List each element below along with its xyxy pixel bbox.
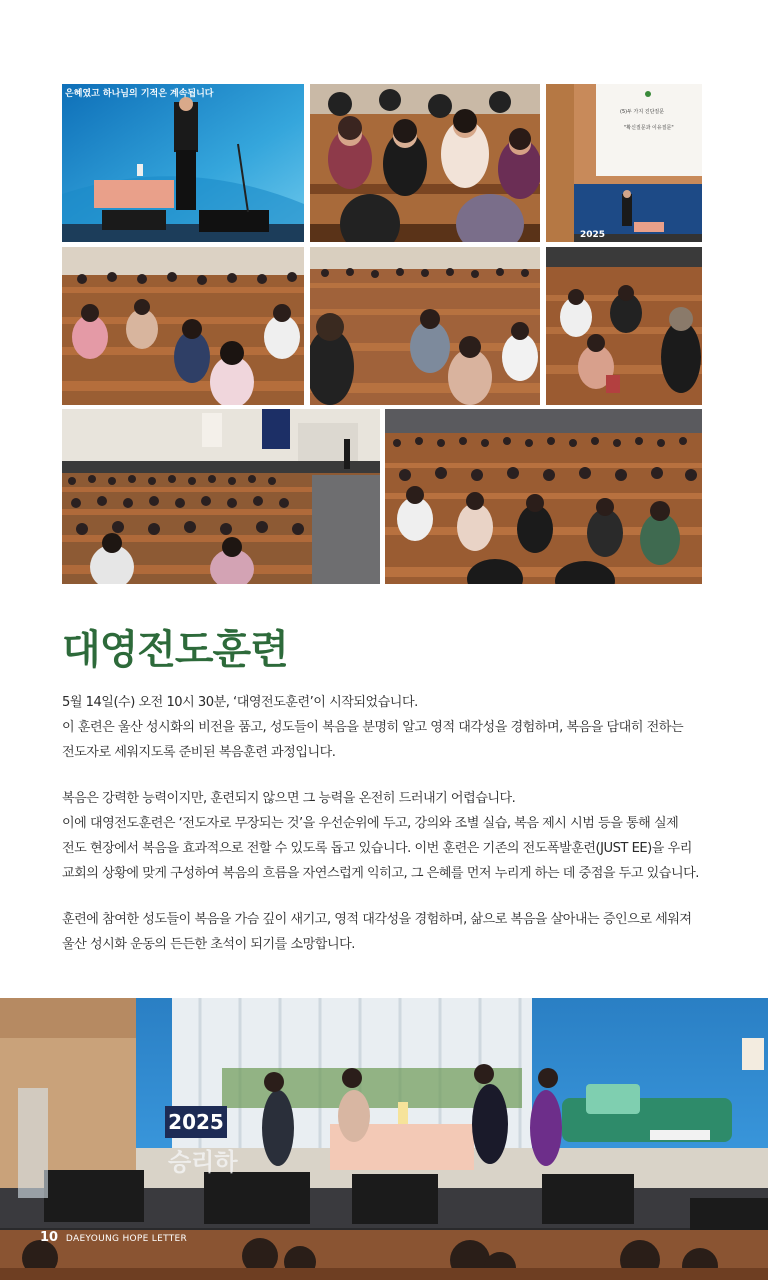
article-line: 복음은 강력한 능력이지만, 훈련되지 않으면 그 능력을 온전히 드러내기 어렵습니다. bbox=[62, 791, 516, 806]
article-body bbox=[62, 690, 708, 978]
page-number: 10 bbox=[40, 1230, 59, 1245]
photo-speaker-stage bbox=[62, 84, 304, 242]
screen-banner-year: 2025 bbox=[580, 230, 606, 240]
article-paragraph bbox=[62, 786, 708, 886]
photo-caption: 은혜였고 하나님의 기적은 계속됩니다 bbox=[65, 89, 214, 99]
photo-pews-right bbox=[546, 247, 702, 405]
article-line: 전도자로 세워지도록 준비된 복음훈련 과정입니다. bbox=[62, 745, 336, 760]
article-paragraph bbox=[62, 690, 708, 765]
photo-pews-center bbox=[310, 247, 540, 405]
photo-congregation-closeup bbox=[310, 84, 540, 242]
article-line: 이에 대영전도훈련은 ‘전도자로 무장되는 것’을 우선순위에 두고, 강의와 조별 실습, 복음 제시 시범 등을 통해 실제 bbox=[62, 816, 679, 831]
article-title: 대영전도훈련 bbox=[62, 627, 288, 673]
article-line: 교회의 상황에 맞게 구성하여 복음의 흐름을 자연스럽게 익히고, 그 은혜를 먼저 누리게 하는 데 중점을 두고 있습니다. bbox=[62, 866, 699, 881]
screen-title: (5)두 가지 진단질문 bbox=[620, 109, 665, 115]
article-line: 5월 14일(수) 오전 10시 30분, ‘대영전도훈련’이 시작되었습니다. bbox=[62, 695, 418, 710]
photo-screen-speaker bbox=[546, 84, 702, 242]
photo-sanctuary-wide bbox=[62, 409, 380, 584]
article-line: 전도 현장에서 복음을 효과적으로 전할 수 있도록 돕고 있습니다. 이번 훈련은 기존의 전도폭발훈련(JUST EE)을 우리 bbox=[62, 841, 692, 856]
article-line: 훈련에 참여한 성도들이 복음을 가슴 깊이 새기고, 영적 대각성을 경험하며, 삶으로 복음을 살아내는 증인으로 세워져 bbox=[62, 912, 692, 927]
photo-pews-left bbox=[62, 247, 304, 405]
article-paragraph bbox=[62, 907, 708, 957]
footer-brand: DAEYOUNG HOPE LETTER bbox=[65, 1234, 188, 1244]
page-footer bbox=[40, 1230, 187, 1245]
photo-pews-crowd bbox=[385, 409, 702, 584]
article-line: 울산 성시화 운동의 든든한 초석이 되기를 소망합니다. bbox=[62, 937, 355, 952]
stage-banner-subtitle: 승리하 bbox=[168, 1148, 238, 1176]
stage-banner-year: 2025 bbox=[165, 1106, 227, 1138]
article-line: 이 훈련은 울산 성시화의 비전을 품고, 성도들이 복음을 분명히 알고 영적 대각성을 경험하며, 복음을 담대히 전하는 bbox=[62, 720, 684, 735]
screen-subtitle: "확신질문과 이유질문" bbox=[624, 125, 674, 131]
